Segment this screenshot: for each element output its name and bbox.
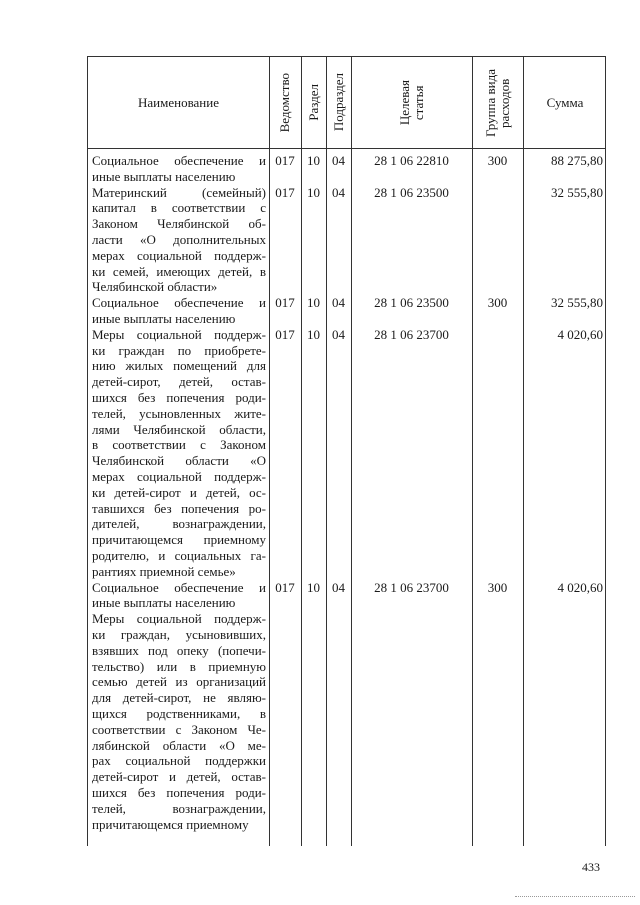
table-row [88, 611, 607, 832]
row-target: 28 1 06 23700 [374, 326, 449, 342]
row-name [92, 327, 266, 580]
header-subsection: Подраздел [330, 73, 346, 132]
header-ministry: Ведомство [277, 72, 292, 133]
row-name-line: иные выплаты населению [92, 310, 236, 326]
row-name-line: Социальное обеспечение и [92, 153, 266, 168]
row-name-line: для детей-сирот, не являю- [92, 690, 266, 706]
row-name-line: ки граждан, усыновивших, [92, 626, 266, 642]
row-name-line: капитал в соответствии с [92, 200, 266, 216]
row-section: 10 [307, 295, 320, 311]
row-target: 28 1 06 22810 [374, 153, 449, 168]
row-name-line: щихся родственниками, в [92, 705, 266, 721]
row-name-line: тавшихся без попечения ро- [92, 500, 266, 516]
header-name: Наименование [138, 94, 219, 110]
row-name-line: лями Челябинской области, [92, 421, 266, 437]
row-name-line: причитающемся приемному [92, 816, 249, 832]
row-name [92, 295, 266, 327]
row-name-line: мерах социальной поддерж- [92, 247, 266, 263]
row-section: 10 [307, 579, 320, 595]
row-name-line: рах социальной поддержки [92, 753, 266, 769]
row-name-line: семью детей из организаций [92, 674, 266, 690]
row-name-line: нию жилых помещений для [92, 358, 266, 374]
row-name-line: лябинской области «О ме- [92, 737, 266, 753]
row-name-line: Законом Челябинской об- [92, 216, 266, 232]
row-name-line: соответствии с Законом Че- [92, 721, 266, 737]
row-name [92, 153, 266, 185]
row-subsection: 04 [332, 326, 345, 342]
row-name-line: Социальное обеспечение и [92, 295, 266, 311]
row-name-line: телей, вознаграждении, [92, 800, 266, 816]
table-row [88, 580, 607, 612]
row-ministry: 017 [275, 295, 295, 311]
row-name-line: взявших под опеку (попечи- [92, 642, 266, 658]
row-section: 10 [307, 184, 320, 200]
header-divider [88, 148, 605, 149]
header-sum: Сумма [546, 94, 584, 110]
row-name-line: в соответствии с Законом [92, 437, 266, 453]
row-name-line: Меры социальной поддерж- [92, 326, 266, 342]
row-section: 10 [307, 153, 320, 168]
row-subsection: 04 [332, 184, 345, 200]
row-name-line: ки граждан по приобрете- [92, 342, 266, 358]
row-name-line: мерах социальной поддерж- [92, 468, 266, 484]
row-sum: 88 275,80 [551, 153, 603, 168]
row-section: 10 [307, 326, 320, 342]
row-name-line: Материнский (семейный) [92, 184, 266, 200]
row-subsection: 04 [332, 153, 345, 168]
row-target: 28 1 06 23700 [374, 579, 449, 595]
header-target: Целевая статья [396, 79, 426, 126]
row-ministry: 017 [275, 184, 295, 200]
budget-table [87, 56, 606, 846]
row-ministry: 017 [275, 579, 295, 595]
row-name-line: дителей, вознаграждении, [92, 516, 266, 532]
row-target: 28 1 06 23500 [374, 295, 449, 311]
row-name-line: шихся без попечения роди- [92, 389, 266, 405]
table-row [88, 295, 607, 327]
table-row [88, 153, 607, 185]
page-number: 433 [582, 860, 600, 874]
row-sum: 32 555,80 [551, 184, 603, 200]
row-group: 300 [487, 153, 508, 168]
row-name-line: Челябинской области» [92, 279, 218, 295]
row-name-line: шихся без попечения роди- [92, 784, 266, 800]
footer-dotted-line [515, 896, 635, 897]
header-section: Раздел [305, 84, 321, 121]
row-name-line: ки детей-сирот и детей, ос- [92, 484, 266, 500]
row-name-line: детей-сирот и детей, остав- [92, 769, 266, 785]
row-ministry: 017 [275, 326, 295, 342]
row-name-line: Челябинской области «О [92, 453, 266, 469]
row-name-line: родителю, и социальных га- [92, 547, 266, 563]
row-sum: 32 555,80 [551, 295, 603, 311]
row-sum: 4 020,60 [557, 579, 603, 595]
table-row [88, 327, 607, 580]
row-name-line: ки семей, имеющих детей, в [92, 263, 266, 279]
row-name [92, 611, 266, 832]
header-group: Группа вида расходов [482, 68, 512, 137]
row-group: 300 [487, 579, 508, 595]
row-name-line: иные выплаты населению [92, 168, 236, 184]
row-subsection: 04 [332, 579, 345, 595]
row-name-line: Меры социальной поддерж- [92, 611, 266, 627]
row-target: 28 1 06 23500 [374, 184, 449, 200]
row-name-line: Социальное обеспечение и [92, 579, 266, 595]
row-name [92, 185, 266, 296]
row-ministry: 017 [275, 153, 295, 168]
row-name-line: иные выплаты населению [92, 595, 236, 611]
row-name-line: телей, усыновленных жите- [92, 405, 266, 421]
row-name-line: тельство) или в приемную [92, 658, 266, 674]
row-name [92, 580, 266, 612]
row-name-line: ласти «О дополнительных [92, 231, 266, 247]
row-group: 300 [487, 295, 508, 311]
row-subsection: 04 [332, 295, 345, 311]
table-row [88, 185, 607, 296]
row-name-line: рантиях приемной семье» [92, 563, 236, 579]
row-sum: 4 020,60 [557, 326, 603, 342]
row-name-line: детей-сирот, детей, остав- [92, 374, 266, 390]
row-name-line: причитающемся приемному [92, 532, 266, 548]
